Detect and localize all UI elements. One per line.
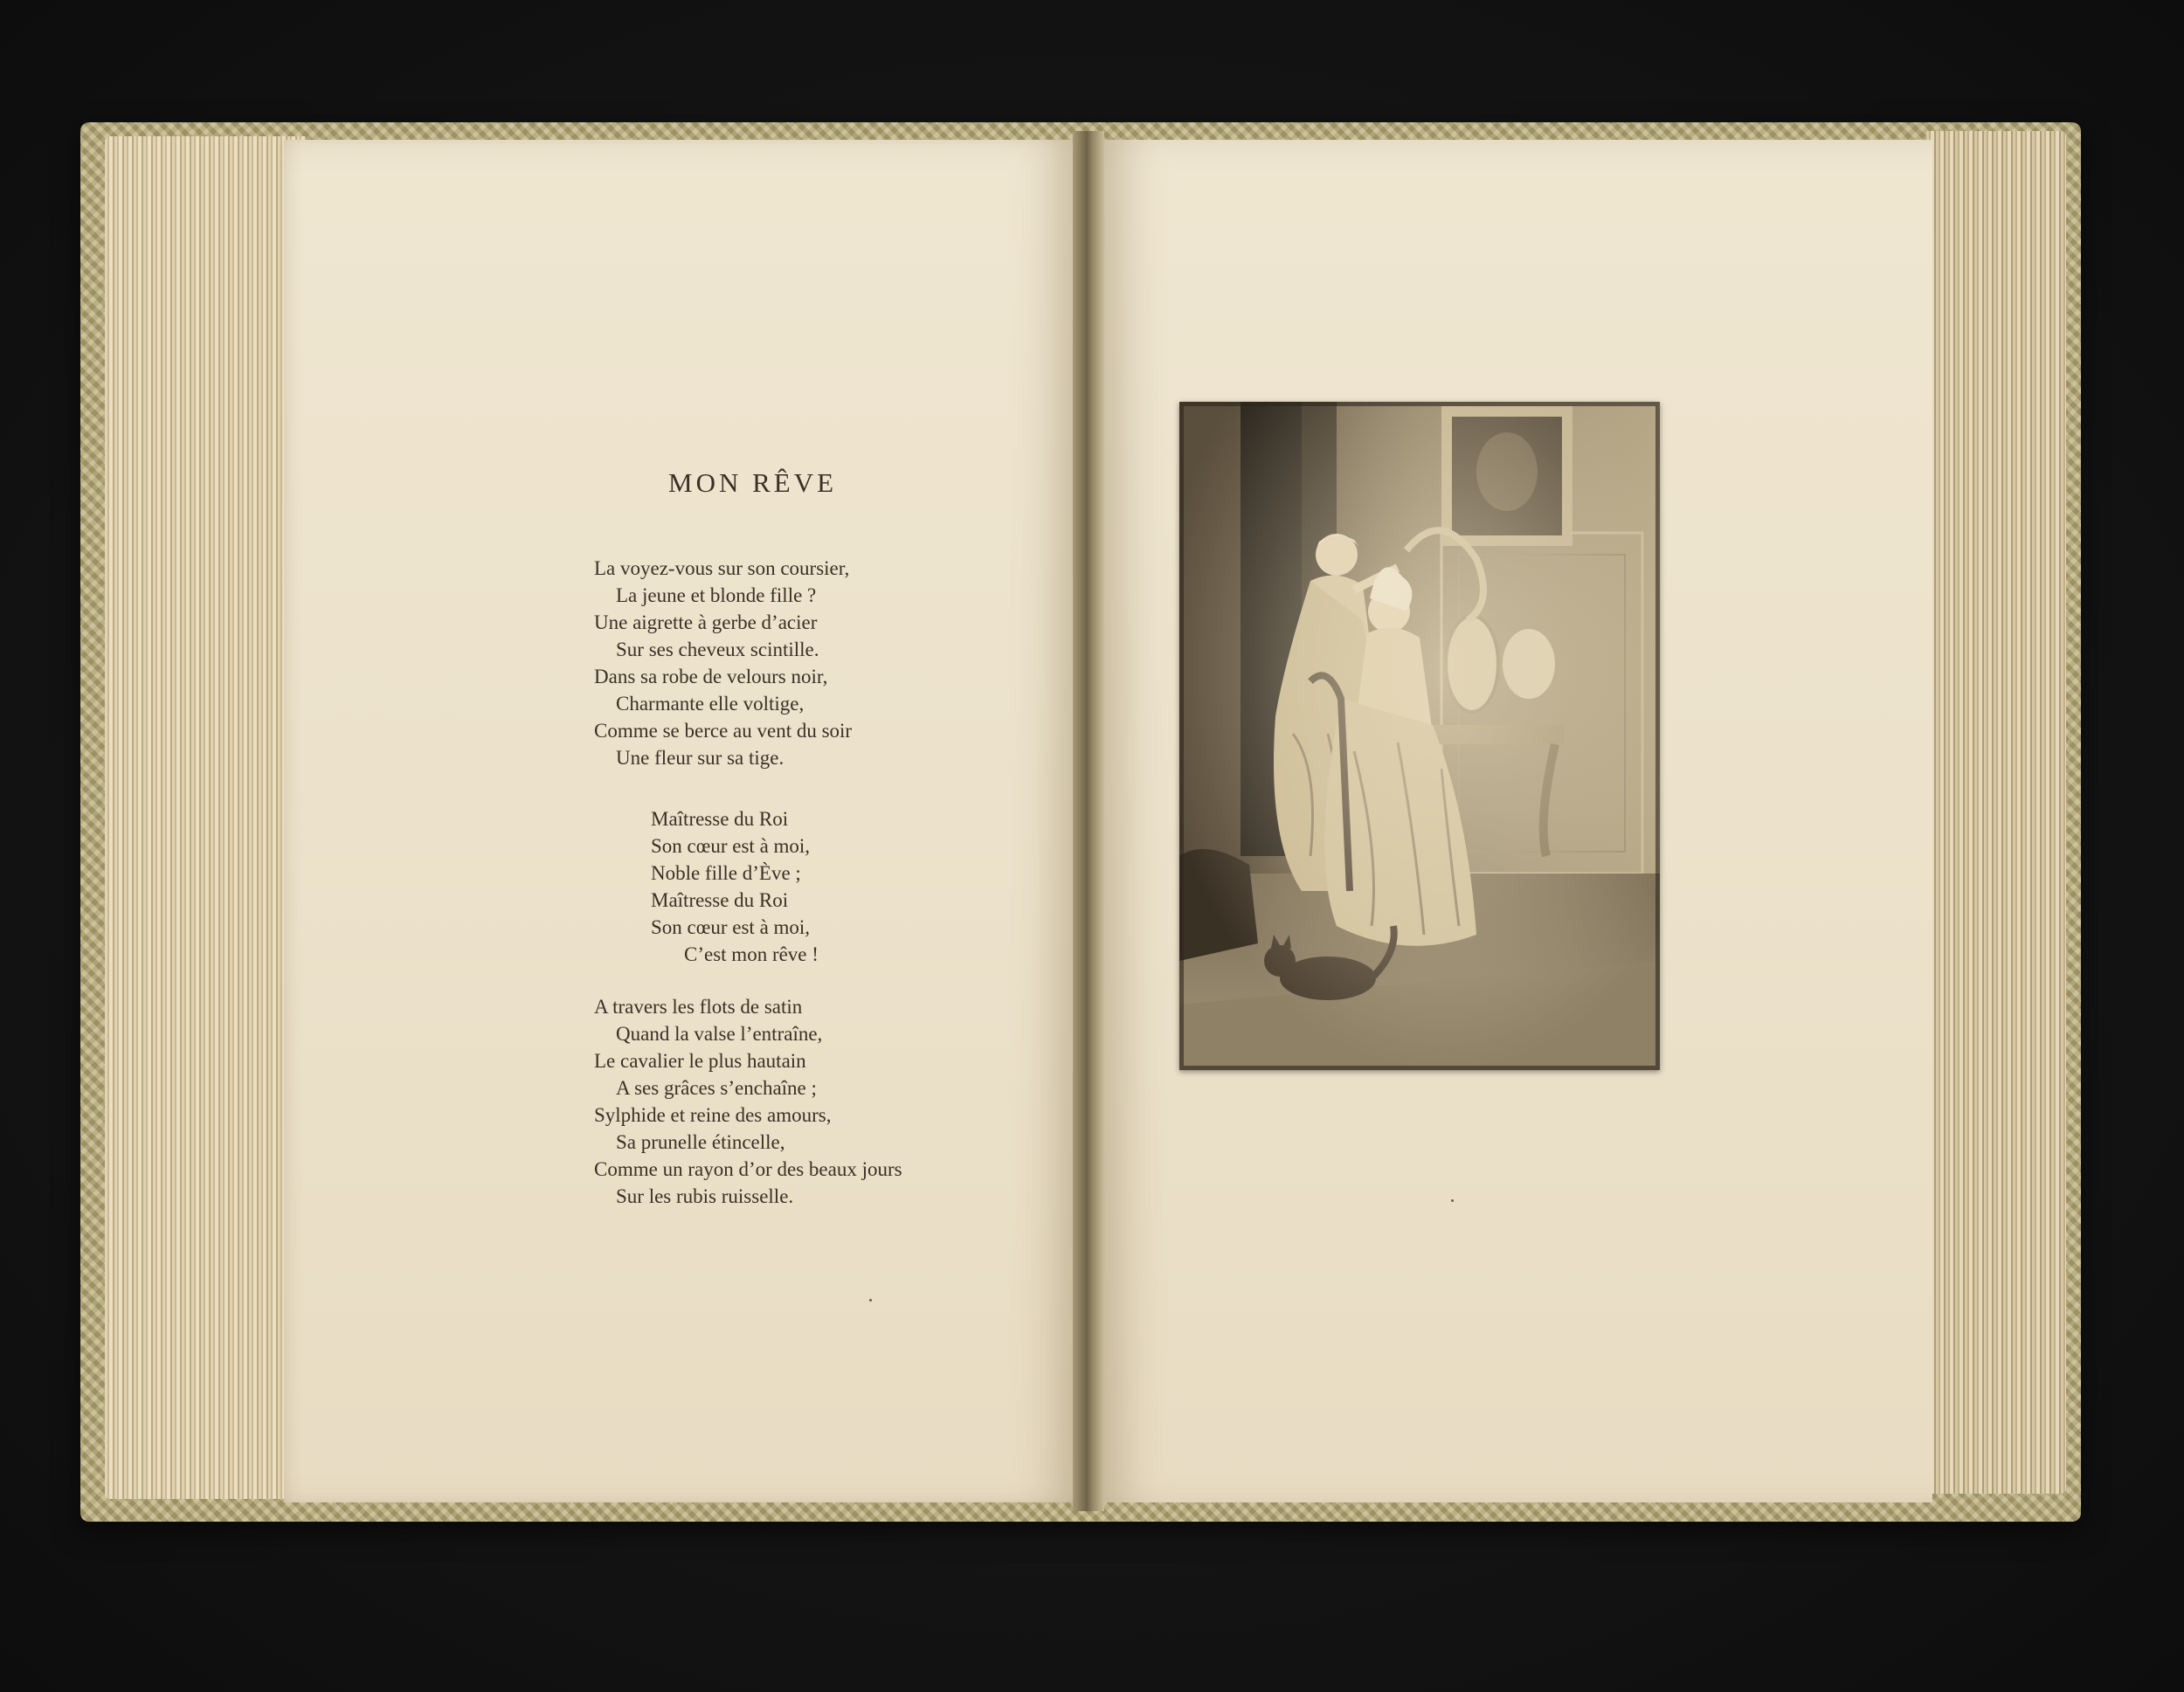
poem-line: Son cœur est à moi,	[651, 835, 811, 857]
poem-line: La voyez-vous sur son coursier,	[594, 557, 850, 579]
poem-line: Sur les rubis ruisselle.	[616, 1185, 794, 1207]
photograph-image	[1179, 402, 1660, 1070]
poem-line: A ses grâces s’enchaîne ;	[616, 1077, 817, 1099]
stanza-3	[594, 993, 902, 1210]
poem-line: Noble fille d’Ève ;	[651, 862, 801, 884]
poem-line: Quand la valse l’entraîne,	[616, 1023, 823, 1045]
poem-line: A travers les flots de satin	[594, 996, 803, 1018]
poem-line: Une aigrette à gerbe d’acier	[594, 611, 818, 633]
paper-speck	[869, 1299, 872, 1302]
poem-line: Maîtresse du Roi	[651, 889, 789, 911]
page-edges-right	[1926, 131, 2066, 1494]
stanza-1	[594, 555, 852, 771]
poem-line: Le cavalier le plus hautain	[594, 1050, 806, 1072]
mounted-photograph	[1179, 402, 1660, 1070]
poem-line: Maîtresse du Roi	[651, 808, 789, 830]
poem-line: Sylphide et reine des amours,	[594, 1104, 832, 1126]
page-edges-left	[105, 136, 306, 1499]
poem-line: Charmante elle voltige,	[616, 693, 805, 715]
book-gutter	[1073, 131, 1104, 1511]
paper-speck	[1451, 1199, 1454, 1202]
poem-line: Comme se berce au vent du soir	[594, 720, 853, 742]
poem-line: Sa prunelle étincelle,	[616, 1131, 785, 1153]
poem-line: Une fleur sur sa tige.	[616, 747, 784, 769]
refrain	[651, 805, 819, 968]
poem-line: Dans sa robe de velours noir,	[594, 666, 828, 687]
poem-line: C’est mon rêve !	[684, 943, 819, 965]
poem-line: Comme un rayon d’or des beaux jours	[594, 1158, 902, 1180]
poem-title: MON RÊVE	[668, 467, 838, 498]
poem-line: La jeune et blonde fille ?	[616, 584, 817, 606]
poem-line: Son cœur est à moi,	[651, 916, 811, 938]
poem-line: Sur ses cheveux scintille.	[616, 639, 819, 660]
